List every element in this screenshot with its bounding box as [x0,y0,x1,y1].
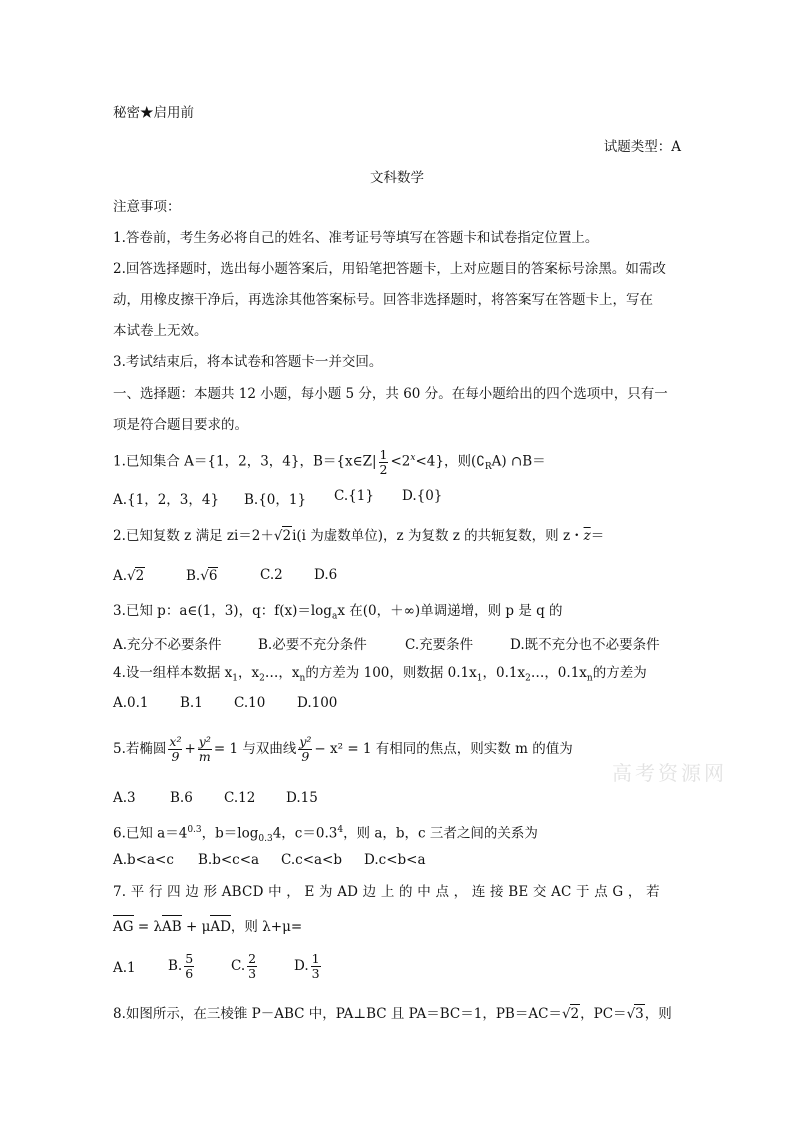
q1-option-c: C.{1} [334,488,374,504]
q7-option-d [294,948,323,984]
q4-text: …，x [264,665,300,681]
q3-option-b: B.必要不充分条件 [258,637,367,653]
question-5-stem [113,731,573,767]
q2-option-a [113,567,145,584]
q5-text: = 1 与双曲线 [213,741,297,757]
q7-frac-den: 6 [185,966,194,981]
notice-item: 动，用橡皮擦干净后，再选涂其他答案标号。回答非选择题时，将答案写在答题卡上，写在 [113,292,653,308]
q7-option-c [231,948,259,984]
q6-text: 6.已知 a＝4 [113,825,188,842]
q3-text: x 在(0，＋∞)单调递增，则 p 是 q 的 [337,603,563,619]
q4-option-a: A.0.1 [113,695,149,711]
q5-fraction-3 [298,735,312,764]
question-7-stem: 7. 平 行 四 边 形 ABCD 中 ， E 为 AD 边 上 的 中 点 ， 连 接 BE 交 AC 于 点 G ， 若 [113,884,660,900]
q7-option-d-fraction [311,952,321,981]
q7-vector: AB [162,919,182,935]
q6-exponent: 0.3 [187,825,202,835]
q2-text: ＝ [590,528,605,544]
q2-option-d: D.6 [314,567,338,583]
q1-text: A) ∩B＝ [491,453,546,470]
q1-text: 1.已知集合 A＝{1，2，3，4}，B＝{x∈Z| [113,453,377,470]
q7-vector: AD [210,919,231,935]
q4-text: …，0.1x [530,665,587,681]
q6-text: ，b＝log [201,825,259,842]
q4-text: ，x [238,665,260,681]
q5-fraction-1 [168,735,182,764]
q4-option-b: B.1 [180,695,203,711]
exam-type: 试题类型：A [603,139,681,155]
q7-text: = λ [133,919,162,935]
q5-option-b: B.6 [170,790,193,806]
q7-text: ，则 λ+μ= [230,919,303,935]
q4-sub: 1 [232,673,239,684]
sqrt-icon: √ [561,1006,571,1022]
q7-text: + μ [181,919,211,935]
q4-option-d: D.100 [297,695,338,711]
q6-option-c: C.c<a<b [281,852,343,868]
q8-text: ，PC＝ [580,1006,627,1022]
q5-frac-num: y² [299,734,312,749]
q2-option-b-label: B. [186,568,201,584]
question-2-stem [113,526,604,545]
watermark: 高考资源网 [612,761,727,785]
q1-frac-den: 2 [379,461,388,477]
q7-option-d-label: D. [294,958,309,974]
q7-frac-den: 3 [248,966,257,981]
q5-frac-den: m [198,749,211,764]
q8-text: 8.如图所示，在三棱锥 P－ABC 中，PA⊥BC 且 PA＝BC＝1，PB＝AC＝ [113,1006,562,1022]
question-8-stem [113,1004,672,1023]
q8-radicand: 3 [635,1006,644,1022]
q3-option-d: D.既不充分也不必要条件 [510,637,660,653]
q5-frac-den: 9 [301,749,310,764]
q6-option-a: A.b<a<c [113,852,174,868]
q8-radicand: 2 [570,1006,580,1022]
q5-text: + [184,741,196,757]
sqrt-icon: √ [200,568,209,584]
q4-sub: n [299,673,306,684]
q7-option-b-fraction [184,952,194,981]
q6-option-d: D.c<b<a [364,852,426,868]
q2-radicand: 2 [282,528,292,544]
q4-text: 4.设一组样本数据 x [113,665,233,681]
q7-option-a: A.1 [113,960,136,976]
secret-label: 秘密★启用前 [113,105,194,121]
q5-fraction-2 [198,735,212,764]
q2-option-b-radicand: 6 [208,568,218,584]
q5-text: − x² = 1 有相同的焦点，则实数 m 的值为 [314,741,573,757]
q6-log-base: 0.3 [258,834,273,845]
q3-log-base: a [331,611,338,622]
q7-frac-num: 2 [248,951,257,966]
q5-frac-num: y² [198,734,211,749]
question-6-stem [113,821,538,848]
q6-exponent: 4 [337,825,344,835]
question-3-stem [113,602,563,626]
q2-text: 2.已知复数 z 满足 zi＝2＋ [113,528,274,544]
q3-text: 3.已知 p：a∈(1，3)，q：f(x)＝log [113,603,332,619]
q7-option-c-label: C. [231,958,246,974]
q5-frac-den: 9 [171,749,180,764]
q6-text: 4，c＝0.3 [272,825,338,842]
q2-option-a-label: A. [113,568,128,584]
sqrt-icon: √ [626,1006,636,1022]
q2-text: i(i 为虚数单位)，z 为复数 z 的共轭复数，则 z・ [292,528,584,544]
q7-option-c-fraction [247,952,257,981]
q7-vector: AG [113,919,134,935]
q2-option-b [186,567,218,584]
question-7-stem-cont [113,918,302,936]
notice-item: 本试卷上无效。 [113,323,208,339]
question-4-stem [113,664,647,688]
q6-text: ，则 a，b，c 三者之间的关系为 [343,825,538,842]
q2-option-a-radicand: 2 [135,568,145,584]
q5-option-d: D.15 [286,790,318,806]
q7-option-b-label: B. [168,958,183,974]
q7-frac-den: 3 [311,966,320,981]
notice-item: 2.回答选择题时，选出每小题答案后，用铅笔把答题卡，上对应题目的答案标号涂黑。如需改 [113,261,666,277]
q4-sub: n [586,673,593,684]
q1-frac-num: 1 [379,446,388,462]
q4-sub: 2 [259,673,265,684]
notice-heading: 注意事项： [113,199,181,215]
q1-fraction [379,448,389,477]
q4-sub: 2 [525,673,531,684]
q6-option-b: B.b<c<a [198,852,260,868]
q4-text: 的方差为 100，则数据 0.1x [305,665,477,681]
section-heading-cont: 项是符合题目要求的。 [113,417,248,433]
q5-option-a: A.3 [113,790,136,806]
q1-option-d: D.{0} [402,488,443,504]
q8-text: ，则 [644,1006,672,1022]
q5-text: 5.若椭圆 [113,741,167,757]
sqrt-icon: √ [273,528,283,544]
q3-option-c: C.充要条件 [405,637,474,653]
notice-item: 3.考试结束后，将本试卷和答题卡一并交回。 [113,354,383,370]
q5-frac-num: x² [169,734,182,749]
q1-text: <2 [390,453,411,470]
sqrt-icon: √ [127,568,136,584]
q1-text: <4}，则(∁ [415,453,485,470]
q4-option-c: C.10 [234,695,266,711]
q1-option-b: B.{0，1} [244,492,307,508]
question-1-stem [113,441,546,484]
q4-text: ，0.1x [482,665,526,681]
q4-text: 的方差为 [592,665,647,681]
q1-option-a: A.{1，2，3，4} [113,492,220,508]
q7-frac-num: 5 [185,951,194,966]
page-title: 文科数学 [370,170,424,186]
q2-option-c: C.2 [260,567,283,583]
q1-exponent: x [410,453,416,463]
q1-subscript: R [484,462,492,473]
q4-sub: 1 [476,673,483,684]
notice-item: 1.答卷前，考生务必将自己的姓名、准考证号等填写在答题卡和试卷指定位置上。 [113,230,599,246]
q3-option-a: A.充分不必要条件 [113,637,222,653]
q5-option-c: C.12 [224,790,256,806]
q7-frac-num: 1 [311,951,320,966]
q7-option-b [168,948,196,984]
section-heading: 一、选择题：本题共 12 小题，每小题 5 分，共 60 分。在每小题给出的四个选项中，只有一 [113,386,668,402]
q2-conjugate: $\overline{z}$ [583,528,591,544]
